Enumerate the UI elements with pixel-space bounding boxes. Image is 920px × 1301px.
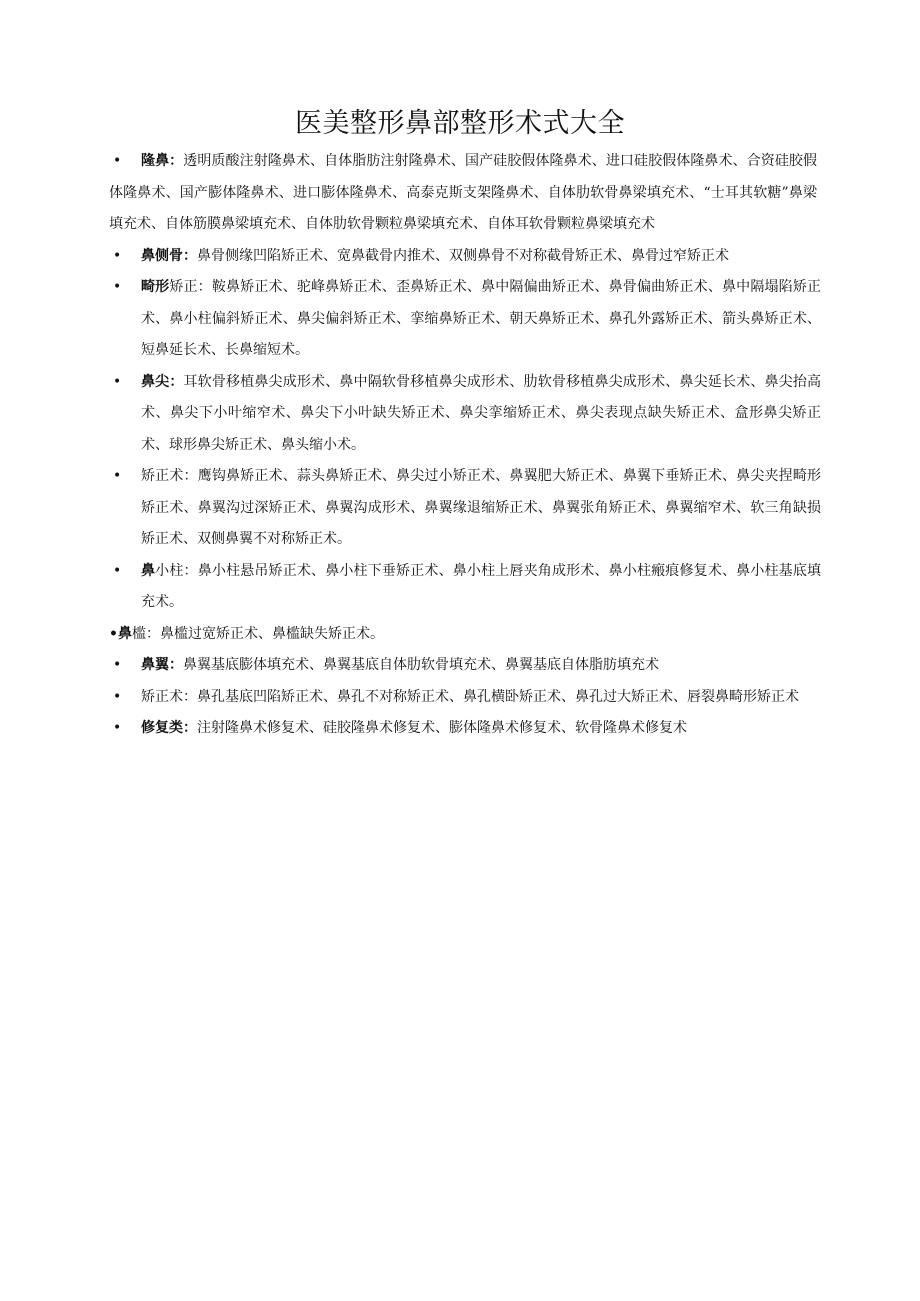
- bullet-marker: •: [113, 153, 122, 169]
- bullet-marker: •: [113, 247, 122, 264]
- list-item-revision: [0, 713, 920, 745]
- item-text: 鹰钩鼻矫正术、蒜头鼻矫正术、鼻尖过小矫正术、鼻翼肥大矫正术、鼻翼下垂矫正术、鼻尖夹捏畸形矫正术、鼻翼沟过深矫正术、鼻翼沟成形术、鼻翼缘退缩矫正术、鼻翼张角矫正术、鼻翼缩窄术、软三角缺损矫正术、双侧鼻翼不对称矫正术。: [141, 468, 822, 547]
- item-label: •鼻: [109, 625, 132, 642]
- item-label: 鼻尖：: [141, 373, 184, 390]
- bullet-marker: •: [113, 279, 122, 295]
- list-item-nasal-bone: [0, 241, 920, 273]
- procedure-list: [0, 146, 920, 745]
- item-text: 鼻骨侧缘凹陷矫正术、宽鼻截骨内推术、双侧鼻骨不对称截骨矫正术、鼻骨过窄矫正术: [197, 247, 729, 264]
- list-item-content: [141, 461, 821, 556]
- item-text: 鼻槛过宽矫正术、鼻槛缺失矫正术。: [159, 625, 384, 642]
- bullet-marker: •: [113, 720, 122, 736]
- list-item-content: [141, 650, 821, 682]
- item-label-rest: 矫正术：: [141, 688, 197, 705]
- item-label: 鼻翼：: [141, 657, 183, 673]
- bullet-marker: •: [113, 562, 122, 579]
- page-title: 医美整形鼻部整形术式大全: [295, 108, 625, 139]
- item-label: 鼻: [141, 562, 156, 579]
- item-label: 隆鼻：: [141, 153, 184, 169]
- list-item-ala: [0, 650, 920, 682]
- item-text: 鼻翼基底膨体填充术、鼻翼基底自体肋软骨填充术、鼻翼基底自体脂肪填充术: [183, 657, 659, 673]
- bullet-marker: •: [113, 657, 122, 673]
- list-item-content: [141, 556, 821, 619]
- bullet-marker: •: [113, 373, 122, 390]
- list-item-content: [141, 272, 821, 367]
- item-text: 透明质酸注射隆鼻术、自体脂肪注射隆鼻术、国产硅胶假体隆鼻术、进口硅胶假体隆鼻术、合资硅胶假体隆鼻术、国产膨体隆鼻术、进口膨体隆鼻术、高泰克斯支架隆鼻术、自体肋软骨鼻梁填充术、“士耳其软糖”鼻梁填充术、自体筋膜鼻梁填充术、自体肋软骨颗粒鼻梁填充术、自体耳软骨颗粒鼻梁填充术: [109, 153, 818, 232]
- item-text: 注射隆鼻术修复术、硅胶隆鼻术修复术、膨体隆鼻术修复术、软骨隆鼻术修复术: [197, 720, 687, 736]
- list-item-content: [141, 241, 821, 273]
- item-text: 鞍鼻矫正术、驼峰鼻矫正术、歪鼻矫正术、鼻中隔偏曲矫正术、鼻骨偏曲矫正术、鼻中隔塌陷矫正术、鼻小柱偏斜矫正术、鼻尖偏斜矫正术、挛缩鼻矫正术、朝天鼻矫正术、鼻孔外露矫正术、箭头鼻矫正术、短鼻延长术、长鼻缩短术。: [141, 279, 822, 358]
- item-label: 修复类：: [141, 720, 197, 736]
- bullet-marker: •: [113, 468, 122, 484]
- item-text: 鼻孔基底凹陷矫正术、鼻孔不对称矫正术、鼻孔横卧矫正术、鼻孔过大矫正术、唇裂鼻畸形矫正术: [197, 688, 799, 705]
- list-item-content: [141, 682, 821, 714]
- list-item-content: [109, 619, 821, 651]
- item-label: 鼻侧骨：: [141, 247, 197, 264]
- list-item-correction-nostril: [0, 682, 920, 714]
- item-label-rest: 槛：: [131, 625, 160, 642]
- item-text: 耳软骨移植鼻尖成形术、鼻中隔软骨移植鼻尖成形术、肋软骨移植鼻尖成形术、鼻尖延长术、鼻尖抬高术、鼻尖下小叶缩窄术、鼻尖下小叶缺失矫正术、鼻尖挛缩矫正术、鼻尖表现点缺失矫正术、盒形鼻尖矫正术、球形鼻尖矫正术、鼻头缩小术。: [141, 373, 822, 453]
- list-item-content: [141, 367, 821, 462]
- list-item-columella: [0, 556, 920, 619]
- item-label-rest: 小柱：: [155, 562, 198, 579]
- list-item-rhinoplasty: [0, 146, 920, 241]
- list-item-nasal-sill: [0, 619, 920, 651]
- list-item-content: [109, 146, 817, 241]
- list-item-content: [141, 713, 821, 745]
- item-text: 鼻小柱悬吊矫正术、鼻小柱下垂矫正术、鼻小柱上唇夹角成形术、鼻小柱瘢痕修复术、鼻小柱基底填充术。: [141, 562, 822, 610]
- item-label-rest: 矫正术：: [141, 468, 198, 484]
- list-item-deformity-correction: [0, 272, 920, 367]
- list-item-correction-tip-ala: [0, 461, 920, 556]
- item-label: 畸形: [141, 279, 170, 295]
- bullet-marker: •: [113, 688, 122, 705]
- item-label-rest: 矫正：: [169, 279, 212, 295]
- list-item-nasal-tip: [0, 367, 920, 462]
